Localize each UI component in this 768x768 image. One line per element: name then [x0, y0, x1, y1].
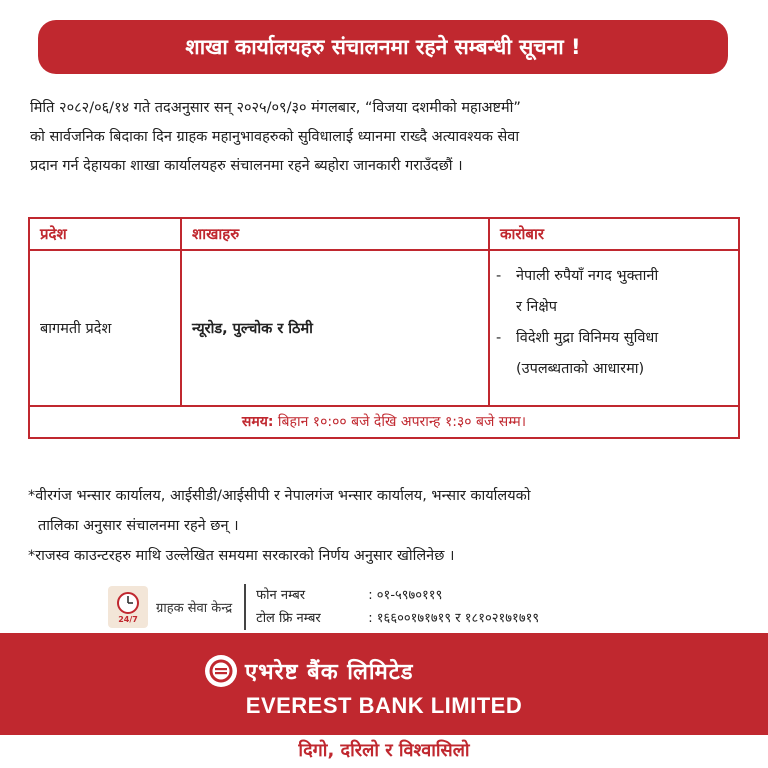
bank-logo-icon	[205, 655, 237, 687]
intro-line: प्रदान गर्न देहायका शाखा कार्यालयहरु संचालनमा रहने ब्यहोरा जानकारी गराउँदछौं ।	[30, 158, 463, 174]
customer-service-block	[108, 582, 539, 632]
service-text: र निक्षेप	[516, 299, 557, 315]
cell-province	[30, 251, 182, 405]
province-text: बागमती प्रदेश	[40, 321, 112, 337]
timing-row	[30, 407, 738, 437]
branches-text: न्यूरोड, पुल्चोक र ठिमी	[192, 321, 313, 337]
header-branches: शाखाहरु	[182, 219, 490, 249]
phone-label: फोन नम्बर	[256, 588, 306, 603]
customer-center-label: ग्राहक सेवा केन्द्र	[156, 601, 233, 616]
branch-table	[28, 217, 740, 439]
cell-branches	[182, 251, 490, 405]
intro-paragraph	[30, 94, 742, 181]
notes-section	[28, 481, 744, 571]
intro-line: मिति २०८२/०६/१४ गते तदअनुसार सन् २०२५/०९/३० मंगलबार, “विजया दशमीको महाअष्टमी”	[30, 100, 521, 116]
divider	[244, 584, 246, 630]
service-text: नेपाली रुपैयाँ नगद भुक्तानी	[516, 268, 659, 284]
header-services: कारोबार	[500, 225, 545, 243]
notice-title: शाखा कार्यालयहरु संचालनमा रहने सम्बन्धी सूचना !	[185, 35, 581, 59]
service-dash: -	[496, 330, 502, 346]
header-province: प्रदेश	[30, 219, 182, 249]
service-item-cont	[496, 354, 738, 385]
clock-24-7-icon	[108, 586, 148, 628]
table-header-row	[30, 219, 738, 251]
tollfree-value: : १६६००१७१७१९ र १८१०२१७१७१९	[368, 611, 540, 626]
service-text: विदेशी मुद्रा विनिमय सुविधा	[516, 330, 659, 346]
time-value: बिहान १०:०० बजे देखि अपरान्ह १:३० बजे सम्म।	[277, 414, 527, 430]
footer-banner	[0, 633, 768, 735]
service-item-cont	[496, 292, 738, 323]
service-item	[496, 261, 738, 292]
badge-text: 24/7	[118, 615, 138, 624]
table-row	[30, 251, 738, 407]
note-customs-cont: तालिका अनुसार संचालनमा रहने छन् ।	[38, 518, 239, 534]
phone-value: : ०१-५९७०११९	[368, 588, 443, 603]
bank-name-english: EVEREST BANK LIMITED	[245, 693, 523, 718]
phone-numbers	[256, 584, 539, 630]
note-revenue: *राजस्व काउन्टरहरु माथि उल्लेखित समयमा सरकारको निर्णय अनुसार खोलिनेछ ।	[28, 548, 455, 564]
note-customs: *वीरगंज भन्सार कार्यालय, आईसीडी/आईसीपी र नेपालगंज भन्सार कार्यालय, भन्सार कार्यालयको	[28, 488, 531, 504]
bank-name-nepali: एभरेष्ट बैंक लिमिटेड	[245, 660, 414, 685]
notice-title-banner	[38, 20, 728, 74]
cell-services	[490, 251, 738, 405]
service-text: (उपलब्धताको आधारमा)	[516, 361, 645, 377]
service-item	[496, 323, 738, 354]
service-dash: -	[496, 268, 502, 284]
bank-logo-row	[205, 655, 414, 687]
tollfree-label: टोल फ्रि नम्बर	[256, 611, 321, 626]
bank-tagline: दिगो, दरिलो र विश्वासिलो	[298, 740, 470, 761]
intro-line: को सार्वजनिक बिदाका दिन ग्राहक महानुभावहरुको सुविधालाई ध्यानमा राख्दै अत्यावश्यक सेवा	[30, 129, 520, 145]
time-label: समय:	[241, 414, 274, 430]
